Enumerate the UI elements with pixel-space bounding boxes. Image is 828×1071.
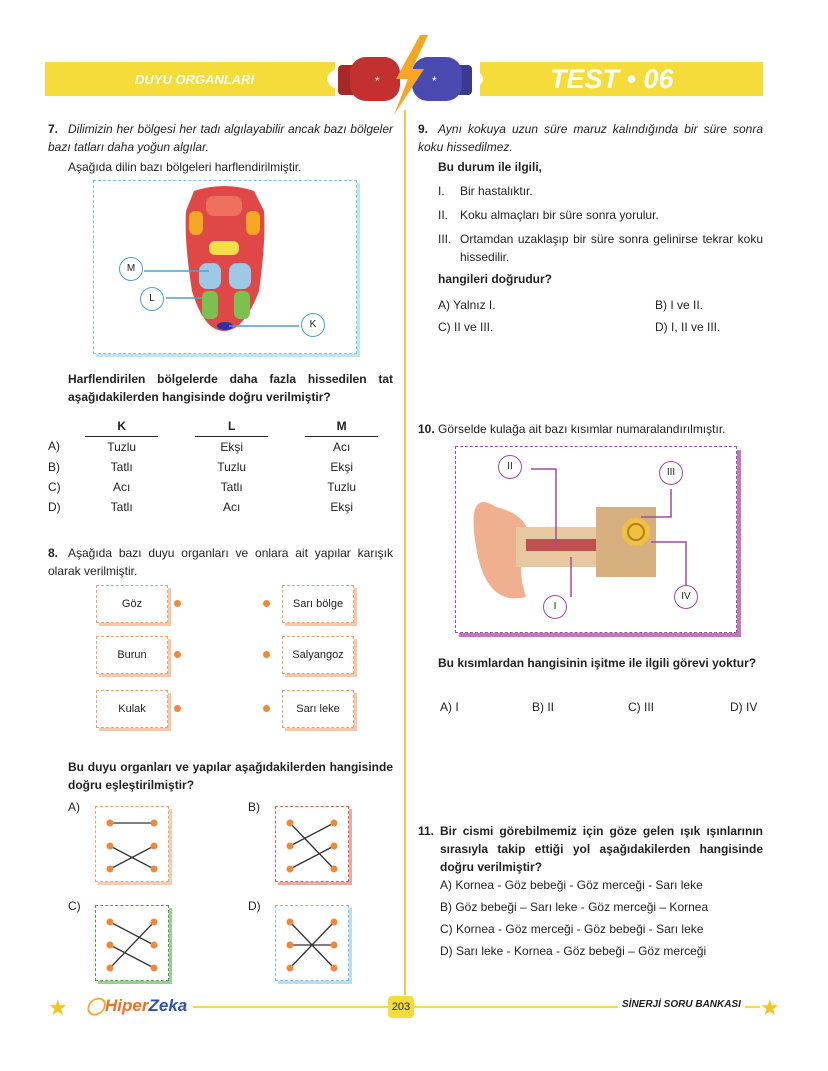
q9-option-a[interactable]: A) Yalnız I. [438, 298, 496, 312]
cell: Ekşi [330, 499, 353, 514]
q7-intro-text: Dilimizin her bölgesi her tadı algılayabilir ancak bazı bölgeler bazı tatları daha yoğun algılar. [48, 122, 393, 154]
dot [174, 705, 181, 712]
boxing-gloves-icon [320, 35, 490, 115]
label-i: I [543, 595, 567, 619]
q7-sub: Aşağıda dilin bazı bölgeleri harflendirilmiştir. [68, 160, 302, 174]
match-dot [107, 942, 114, 949]
structure-card: Sarı bölge [282, 585, 354, 623]
dot [174, 600, 181, 607]
test-band [480, 62, 763, 96]
q7-answer-table [48, 416, 378, 517]
match-dot [107, 843, 114, 850]
tongue-figure [93, 180, 357, 354]
q8-option-c[interactable] [95, 905, 169, 981]
dot [174, 651, 181, 658]
n: III. [438, 232, 452, 246]
col-k: K [85, 416, 158, 436]
match-dot [287, 942, 294, 949]
q8-option-label[interactable]: D) [248, 899, 261, 913]
cell: Acı [222, 499, 241, 514]
opt: A) [48, 439, 60, 454]
dot [263, 600, 270, 607]
match-dot [287, 820, 294, 827]
match-dot [151, 965, 158, 972]
cell: Ekşi [220, 439, 243, 454]
match-line [290, 823, 334, 846]
q7-question: Harflendirilen bölgelerde daha fazla hissedilen tat aşağıdakilerden hangisinde doğru verilmiştir? [68, 372, 393, 404]
ear-figure [455, 446, 737, 633]
q8-number: 8. [48, 546, 59, 560]
label-iv: IV [674, 585, 698, 609]
q10-number: 10. [418, 422, 435, 436]
q8-option-label[interactable]: B) [248, 800, 260, 814]
q8-question: Bu duyu organları ve yapılar aşağıdakilerden hangisinde doğru eşleştirilmiştir? [68, 760, 393, 792]
match-dot [107, 965, 114, 972]
topic-band [45, 62, 335, 96]
cell: Tuzlu [327, 479, 357, 494]
label-m: M [119, 257, 143, 281]
q11-question [418, 822, 763, 876]
match-dot [107, 919, 114, 926]
test-number: TEST • 06 [550, 64, 674, 94]
organ-card: Göz [96, 585, 168, 623]
structure-card: Salyangoz [282, 636, 354, 674]
match-line [110, 945, 154, 968]
match-dot [151, 942, 158, 949]
opt: D) [48, 499, 61, 514]
q8-option-d[interactable] [275, 905, 349, 981]
statement-3 [438, 230, 763, 266]
q8-intro-text: Aşağıda bazı duyu organları ve onlara ait yapılar karışık olarak verilmiştir. [48, 546, 393, 578]
t: Koku almaçları bir süre sonra yorulur. [460, 208, 659, 222]
q9-option-d[interactable]: D) I, II ve III. [655, 320, 721, 334]
structure-card: Sarı leke [282, 690, 354, 728]
svg-text:*: * [432, 74, 437, 88]
q8-option-a[interactable] [95, 806, 169, 882]
q10-option-a[interactable]: A) I [440, 700, 459, 714]
svg-text:*: * [375, 74, 380, 88]
q10-intro [418, 420, 725, 438]
opt: B) [48, 459, 60, 474]
q10-intro-text: Görselde kulağa ait bazı kısımlar numaralandırılmıştır. [438, 422, 726, 436]
page-number: 203 [388, 996, 414, 1018]
q9-option-b[interactable]: B) I ve II. [655, 298, 704, 312]
dot [263, 705, 270, 712]
match-dot [331, 820, 338, 827]
q8-option-label[interactable]: C) [68, 899, 81, 913]
cell: Acı [112, 479, 131, 494]
q7-intro [48, 120, 393, 156]
t: Bir hastalıktır. [460, 184, 533, 198]
match-dot [287, 866, 294, 873]
q8-option-label[interactable]: A) [68, 800, 80, 814]
brand-a: Hiper [105, 996, 149, 1015]
opt: C) [48, 479, 61, 494]
q11-option-d[interactable]: D) Sarı leke - Kornea - Göz bebeği – Göz merceği [440, 944, 707, 958]
match-dot [151, 919, 158, 926]
match-dot [331, 866, 338, 873]
statement-2 [438, 206, 659, 224]
q11-option-c[interactable]: C) Kornea - Göz merceği - Göz bebeği - Sarı leke [440, 922, 704, 936]
match-dot [287, 843, 294, 850]
t: Ortamdan uzaklaşıp bir süre sonra gelinirse tekrar koku hissedilir. [460, 232, 763, 264]
q11-question-text: Bir cismi görebilmemiz için göze gelen ışık ışınlarının sırasıyla takip ettiği yol aşağıdakilerden hangisinde doğru verilmiştir? [440, 824, 763, 874]
brand-logo [80, 996, 193, 1016]
label-k: K [301, 313, 325, 337]
match-dot [287, 965, 294, 972]
series-name: SİNERJİ SORU BANKASI [618, 999, 745, 1010]
match-dot [287, 919, 294, 926]
organ-card: Burun [96, 636, 168, 674]
q8-intro [48, 544, 393, 580]
q11-option-a[interactable]: A) Kornea - Göz bebeği - Göz merceği - Sarı leke [440, 878, 703, 892]
star-icon: ★ [760, 995, 780, 1020]
q9-intro [418, 120, 763, 156]
q7-number: 7. [48, 122, 59, 136]
q9-intro-text: Aynı kokuya uzun süre maruz kalındığında bir süre sonra koku hissedilmez. [418, 122, 763, 154]
q10-option-b[interactable]: B) II [532, 700, 555, 714]
answer-row[interactable] [48, 497, 378, 517]
match-line [110, 922, 154, 968]
match-dot [331, 965, 338, 972]
statement-1 [438, 182, 533, 200]
cell: Tatlı [220, 479, 243, 494]
column-divider [404, 110, 406, 995]
match-dot [151, 866, 158, 873]
match-dot [331, 942, 338, 949]
label-ii: II [498, 455, 522, 479]
brand-b: Zeka [148, 996, 188, 1015]
cell: Tuzlu [107, 439, 137, 454]
topic-title: DUYU ORGANLARI [135, 72, 255, 87]
organ-card: Kulak [96, 690, 168, 728]
q10-option-d[interactable]: D) IV [730, 700, 758, 714]
q9-option-c[interactable]: C) II ve III. [438, 320, 494, 334]
match-dot [107, 866, 114, 873]
match-dot [331, 919, 338, 926]
q10-option-c[interactable]: C) III [628, 700, 654, 714]
answer-row[interactable] [48, 477, 378, 497]
match-dot [151, 843, 158, 850]
match-dot [151, 820, 158, 827]
match-dot [331, 843, 338, 850]
cell: Tuzlu [217, 459, 247, 474]
answer-row[interactable] [48, 436, 378, 457]
q8-option-b[interactable] [275, 806, 349, 882]
cell: Ekşi [330, 459, 353, 474]
q9-number: 9. [418, 122, 429, 136]
cell: Tatlı [110, 459, 133, 474]
q10-question: Bu kısımlardan hangisinin işitme ile ilgili görevi yoktur? [438, 656, 757, 670]
logo-ring-icon: ◯ [86, 996, 106, 1015]
match-line [290, 846, 334, 869]
q11-option-b[interactable]: B) Göz bebeği – Sarı leke - Göz merceği – Kornea [440, 900, 709, 914]
q9-question: hangileri doğrudur? [438, 272, 552, 286]
match-line [110, 922, 154, 945]
star-icon: ★ [48, 995, 68, 1020]
label-iii: III [659, 461, 683, 485]
q9-lead: Bu durum ile ilgili, [438, 160, 543, 174]
n: I. [438, 184, 445, 198]
answer-row[interactable] [48, 457, 378, 477]
col-m: M [305, 416, 378, 436]
q11-number: 11. [418, 824, 435, 838]
match-dot [107, 820, 114, 827]
match-line [290, 823, 334, 869]
dot [263, 651, 270, 658]
col-l: L [195, 416, 268, 436]
label-l: L [140, 287, 164, 311]
n: II. [438, 208, 449, 222]
cell: Acı [332, 439, 351, 454]
cell: Tatlı [110, 499, 133, 514]
